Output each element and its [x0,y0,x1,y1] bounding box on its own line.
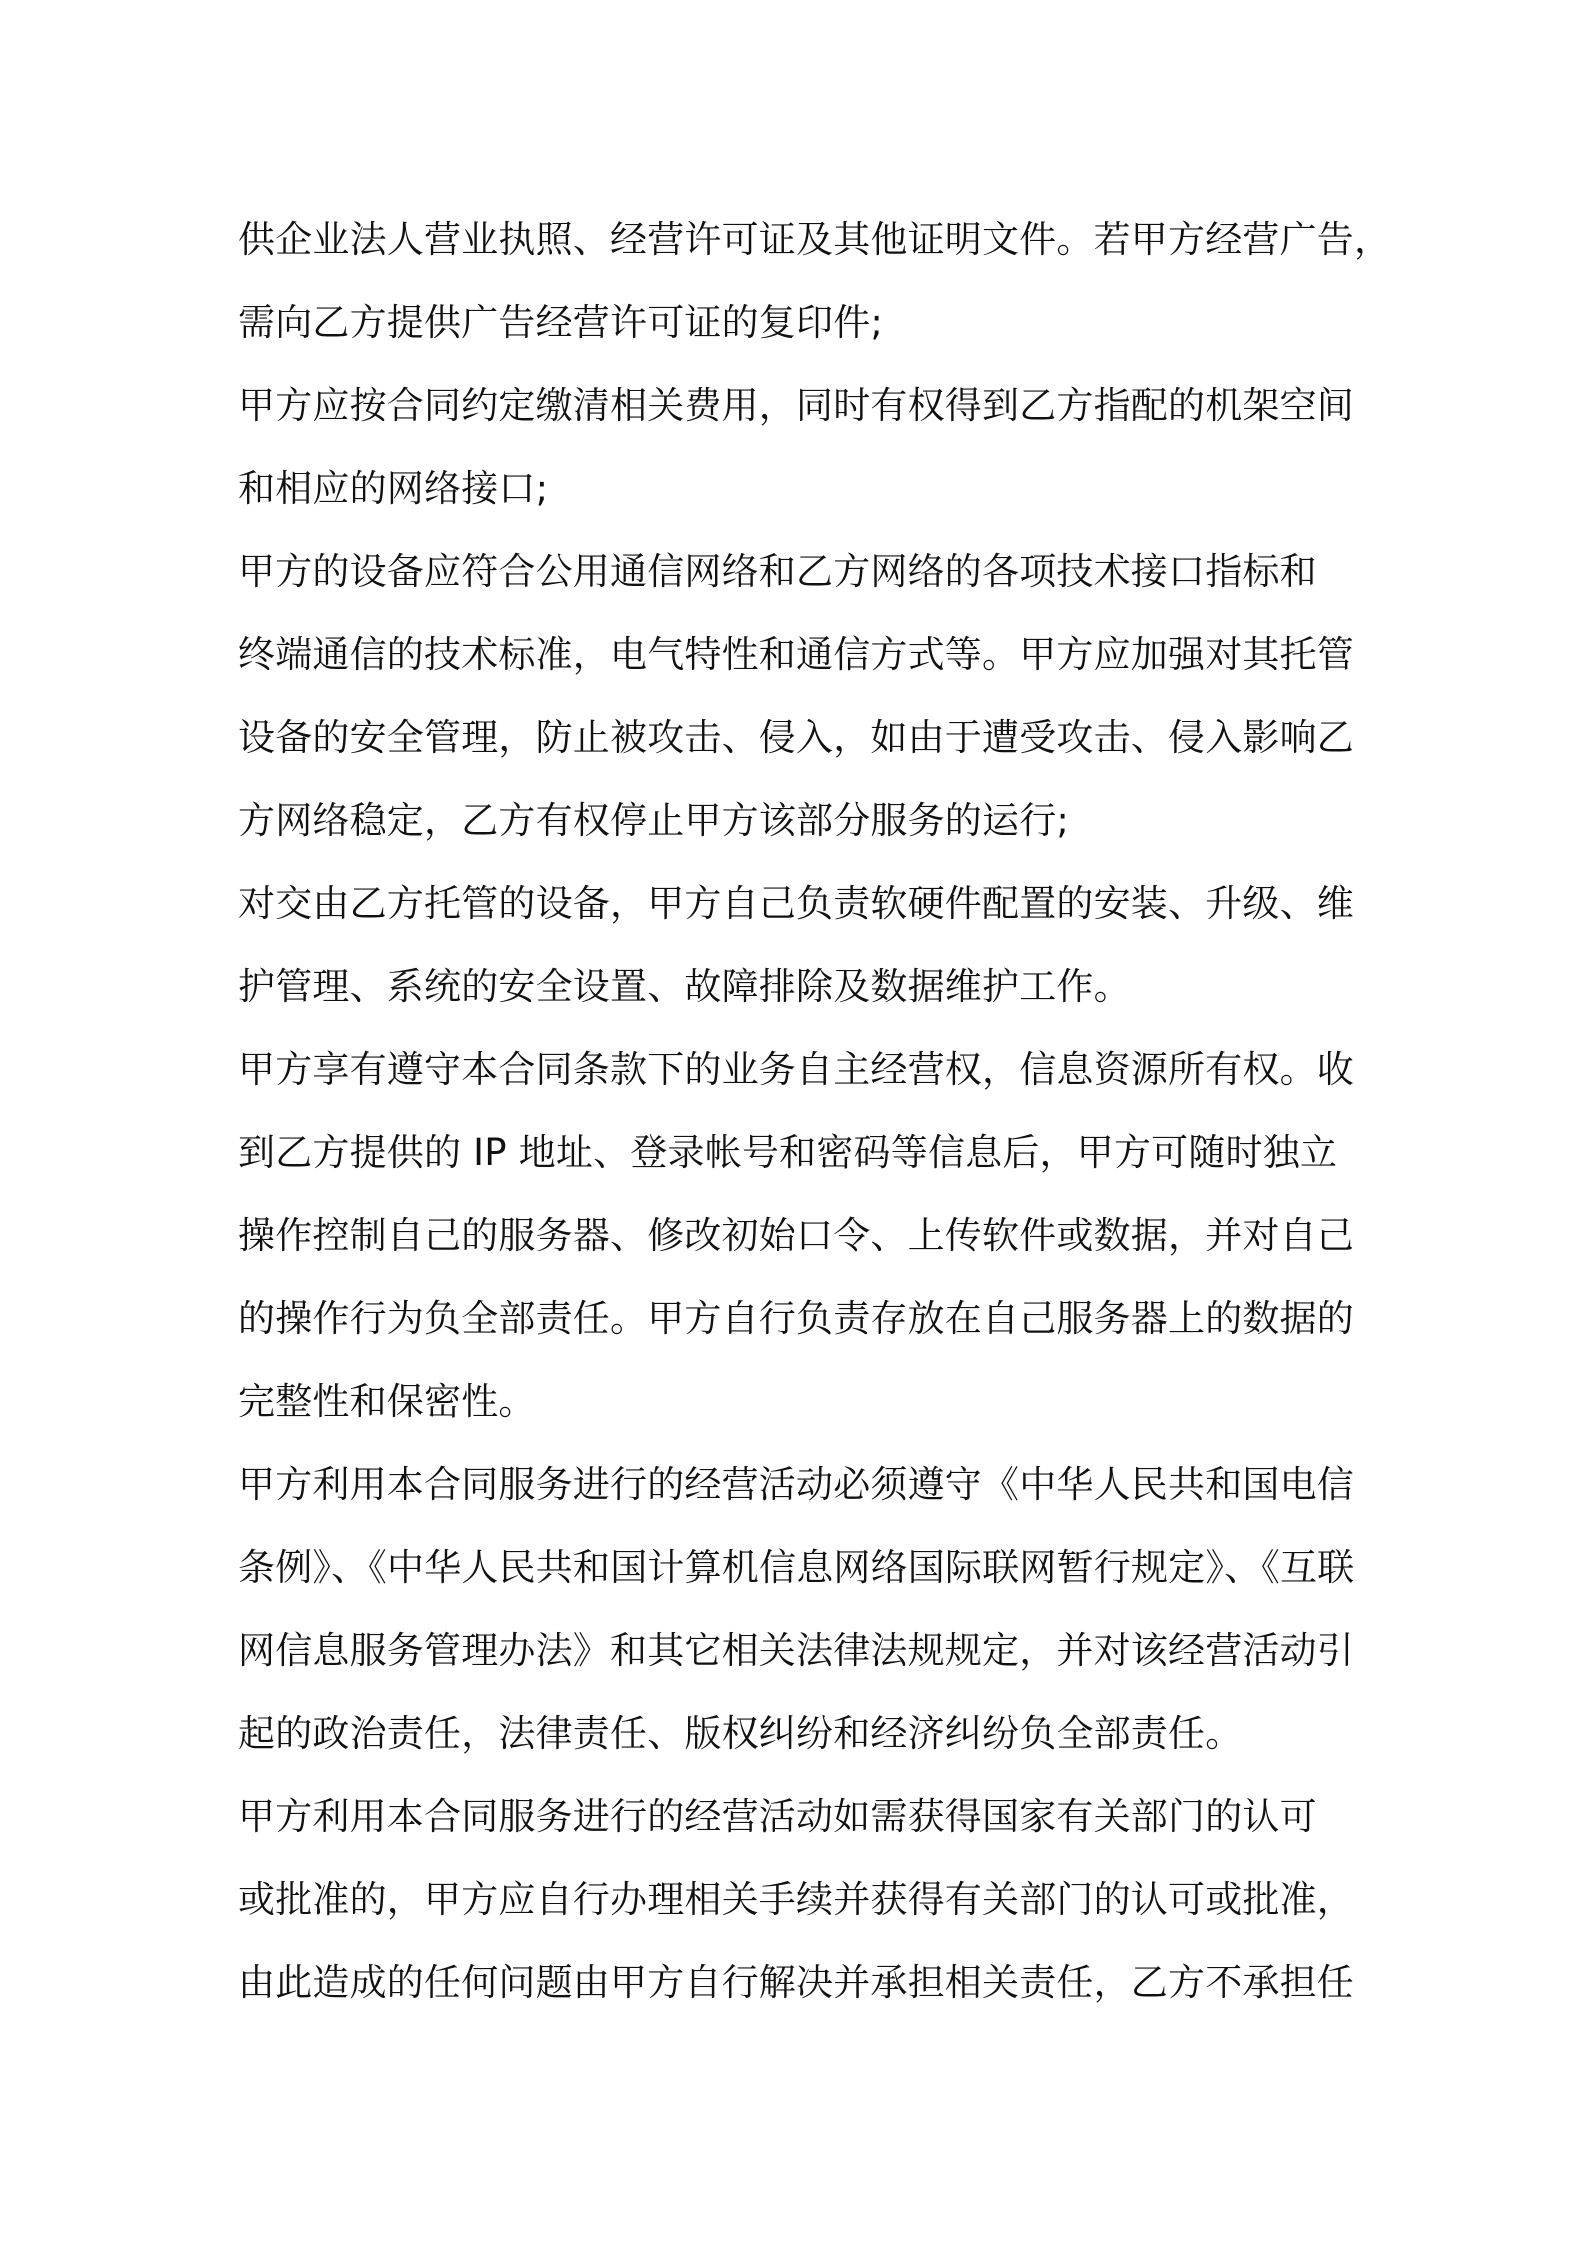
text-line: 甲方享有遵守本合同条款下的业务自主经营权，信息资源所有权。收 [238,1048,1354,1091]
text-line: 甲方应按合同约定缴清相关费用，同时有权得到乙方指配的机架空间 [238,384,1354,427]
text-line: 到乙方提供的 IP 地址、登录帐号和密码等信息后，甲方可随时独立 [238,1131,1338,1174]
text-line: 和相应的网络接口; [238,467,549,510]
text-line: 供企业法人营业执照、经营许可证及其他证明文件。若甲方经营广告， [238,218,1392,261]
text-line: 甲方利用本合同服务进行的经营活动如需获得国家有关部门的认可 [238,1795,1317,1838]
document-body [238,198,1392,2024]
text-line: 护管理、系统的安全设置、故障排除及数据维护工作。 [238,965,1131,1008]
text-line: 甲方的设备应符合公用通信网络和乙方网络的各项技术接口指标和 [238,550,1317,593]
text-line: 起的政治责任，法律责任、版权纠纷和经济纠纷负全部责任。 [238,1712,1243,1755]
text-line: 操作控制自己的服务器、修改初始口令、上传软件或数据，并对自己 [238,1214,1354,1257]
text-line: 对交由乙方托管的设备，甲方自己负责软硬件配置的安装、升级、维 [238,882,1354,925]
text-line: 条例》、《中华人民共和国计算机信息网络国际联网暂行规定》、《互联 [238,1546,1355,1589]
text-line: 的操作行为负全部责任。甲方自行负责存放在自己服务器上的数据的 [238,1297,1354,1340]
text-line: 网信息服务管理办法》和其它相关法律法规规定，并对该经营活动引 [238,1629,1354,1672]
text-line: 由此造成的任何问题由甲方自行解决并承担相关责任，乙方不承担任 [238,1961,1354,2004]
text-line: 方网络稳定，乙方有权停止甲方该部分服务的运行; [238,799,1070,842]
text-line: 设备的安全管理，防止被攻击、侵入，如由于遭受攻击、侵入影响乙 [238,716,1354,759]
text-line: 或批准的，甲方应自行办理相关手续并获得有关部门的认可或批准， [238,1878,1354,1921]
text-line: 甲方利用本合同服务进行的经营活动必须遵守《中华人民共和国电信 [238,1463,1354,1506]
text-line: 需向乙方提供广告经营许可证的复印件; [238,301,884,344]
text-line: 终端通信的技术标准，电气特性和通信方式等。甲方应加强对其托管 [238,633,1354,676]
text-line: 完整性和保密性。 [238,1380,536,1423]
